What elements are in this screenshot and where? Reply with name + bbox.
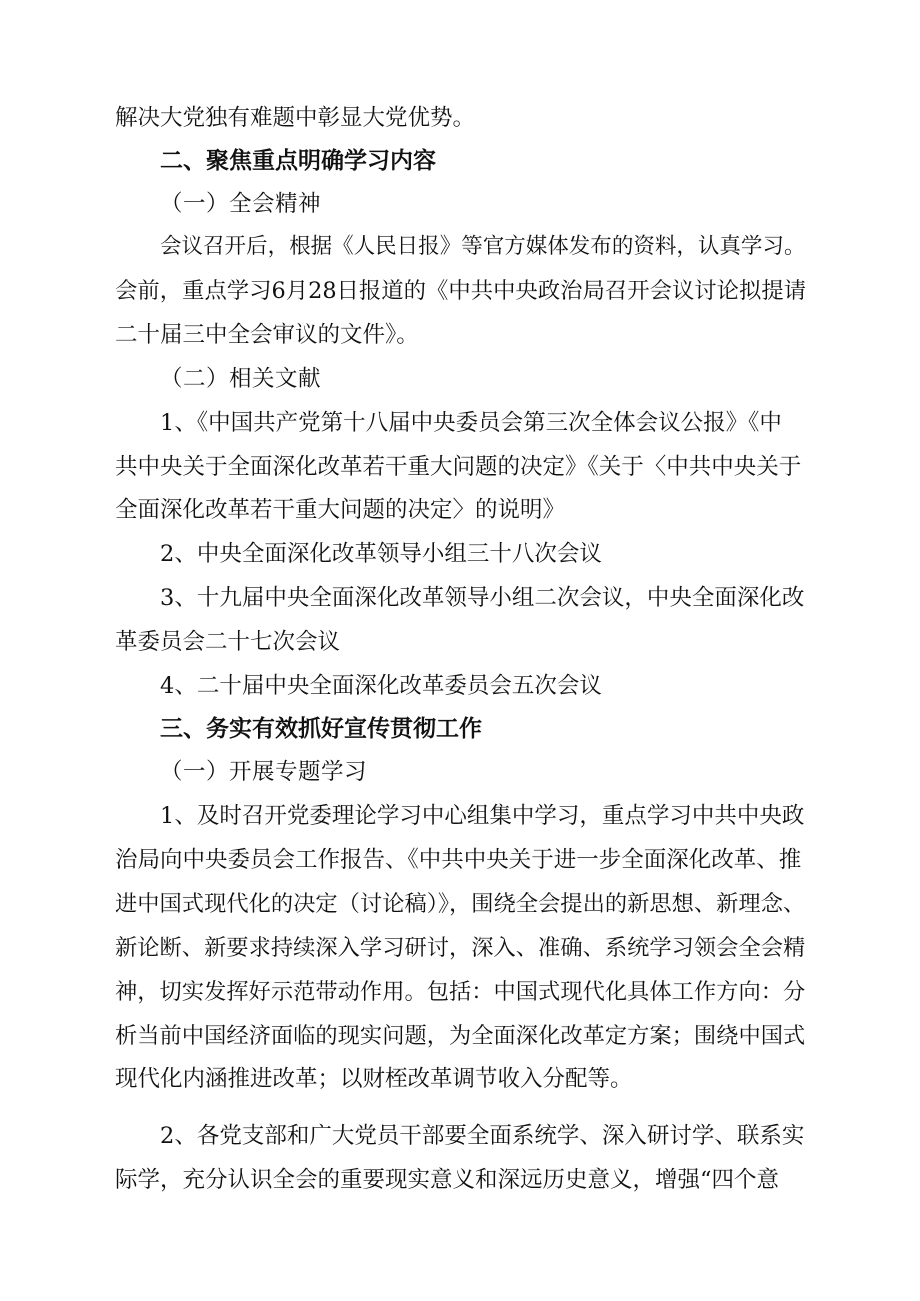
text-line: 1、《中国共产党第十八届中央委员会第三次全体会议公报》《中 bbox=[160, 410, 782, 436]
text-line: 神，切实发挥好示范带动作用。包括：中国式现代化具体工作方向：分 bbox=[115, 979, 806, 1005]
paragraph-line bbox=[0, 970, 920, 1014]
text-line: 3、十九届中央全面深化改革领导小组二次会议，中央全面深化改 bbox=[160, 585, 805, 611]
text-line: 会前，重点学习6月28日报道的《中共中央政治局召开会议讨论拟提请 bbox=[115, 278, 807, 304]
paragraph-line bbox=[0, 1014, 920, 1058]
paragraph-line bbox=[0, 401, 920, 445]
text-line: 际学，充分认识全会的重要现实意义和深远历史意义，增强“四个意 bbox=[115, 1167, 780, 1193]
subsection-heading-text: （一）全会精神 bbox=[160, 191, 322, 217]
continuation-line bbox=[0, 96, 920, 140]
section-heading-text: 二、聚焦重点明确学习内容 bbox=[160, 148, 436, 174]
text-line: 现代化内涵推进改革；以财桎改革调节收入分配等。 bbox=[115, 1066, 633, 1092]
paragraph-line bbox=[0, 313, 920, 357]
text-line: 4、二十届中央全面深化改革委员会五次会议 bbox=[160, 673, 602, 699]
subsection-heading bbox=[0, 750, 920, 794]
paragraph-line bbox=[0, 838, 920, 882]
text-line: 新论断、新要求持续深入学习研讨，深入、准确、系统学习领会全会精 bbox=[115, 935, 806, 961]
paragraph-line bbox=[0, 445, 920, 489]
text-line: 析当前中国经济面临的现实问题，为全面深化改革定方案；围绕中国式 bbox=[115, 1023, 806, 1049]
paragraph-line bbox=[0, 532, 920, 576]
section-heading-3 bbox=[0, 707, 920, 751]
paragraph-line bbox=[0, 576, 920, 620]
subsection-heading bbox=[0, 182, 920, 226]
paragraph-line bbox=[0, 882, 920, 926]
section-heading-2 bbox=[0, 139, 920, 183]
text-line: 二十届三中全会审议的文件》。 bbox=[115, 322, 419, 348]
text-line: 2、各党支部和广大党员干部要全面系统学、深入研讨学、联系实 bbox=[160, 1123, 805, 1149]
text-line: 会议召开后，根据《人民日报》等官方媒体发布的资料，认真学习。 bbox=[160, 234, 806, 259]
section-heading-text: 三、务实有效抓好宣传贯彻工作 bbox=[160, 716, 482, 742]
paragraph-line bbox=[0, 926, 920, 970]
paragraph-line bbox=[0, 1114, 920, 1158]
paragraph-line bbox=[0, 620, 920, 664]
text-line: 解决大党独有难题中彰显大党优势。 bbox=[115, 105, 476, 131]
paragraph-line bbox=[0, 269, 920, 313]
subsection-heading bbox=[0, 357, 920, 401]
paragraph-line bbox=[0, 488, 920, 532]
subsection-heading-text: （一）开展专题学习 bbox=[160, 759, 368, 785]
paragraph-line bbox=[0, 225, 920, 269]
paragraph-line bbox=[0, 664, 920, 708]
paragraph-line bbox=[0, 1057, 920, 1101]
text-line: 共中央关于全面深化改革若干重大问题的决定》《关于〈中共中央关于 bbox=[115, 454, 802, 480]
text-line: 革委员会二十七次会议 bbox=[115, 629, 341, 655]
subsection-heading-text: （二）相关文献 bbox=[160, 366, 322, 392]
text-line: 进中国式现代化的决定（讨论稿）》，围绕全会提出的新思想、新理念、 bbox=[115, 891, 806, 917]
text-line: 1、及时召开党委理论学习中心组集中学习，重点学习中共中央政 bbox=[160, 803, 805, 829]
text-line: 2、中央全面深化改革领导小组三十八次会议 bbox=[160, 541, 602, 567]
paragraph-line bbox=[0, 1158, 920, 1202]
text-line: 治局向中央委员会工作报告、《中共中央关于进一步全面深化改革、推 bbox=[115, 847, 802, 873]
text-line: 全面深化改革若干重大问题的决定〉的说明》 bbox=[115, 497, 566, 523]
paragraph-line bbox=[0, 794, 920, 838]
